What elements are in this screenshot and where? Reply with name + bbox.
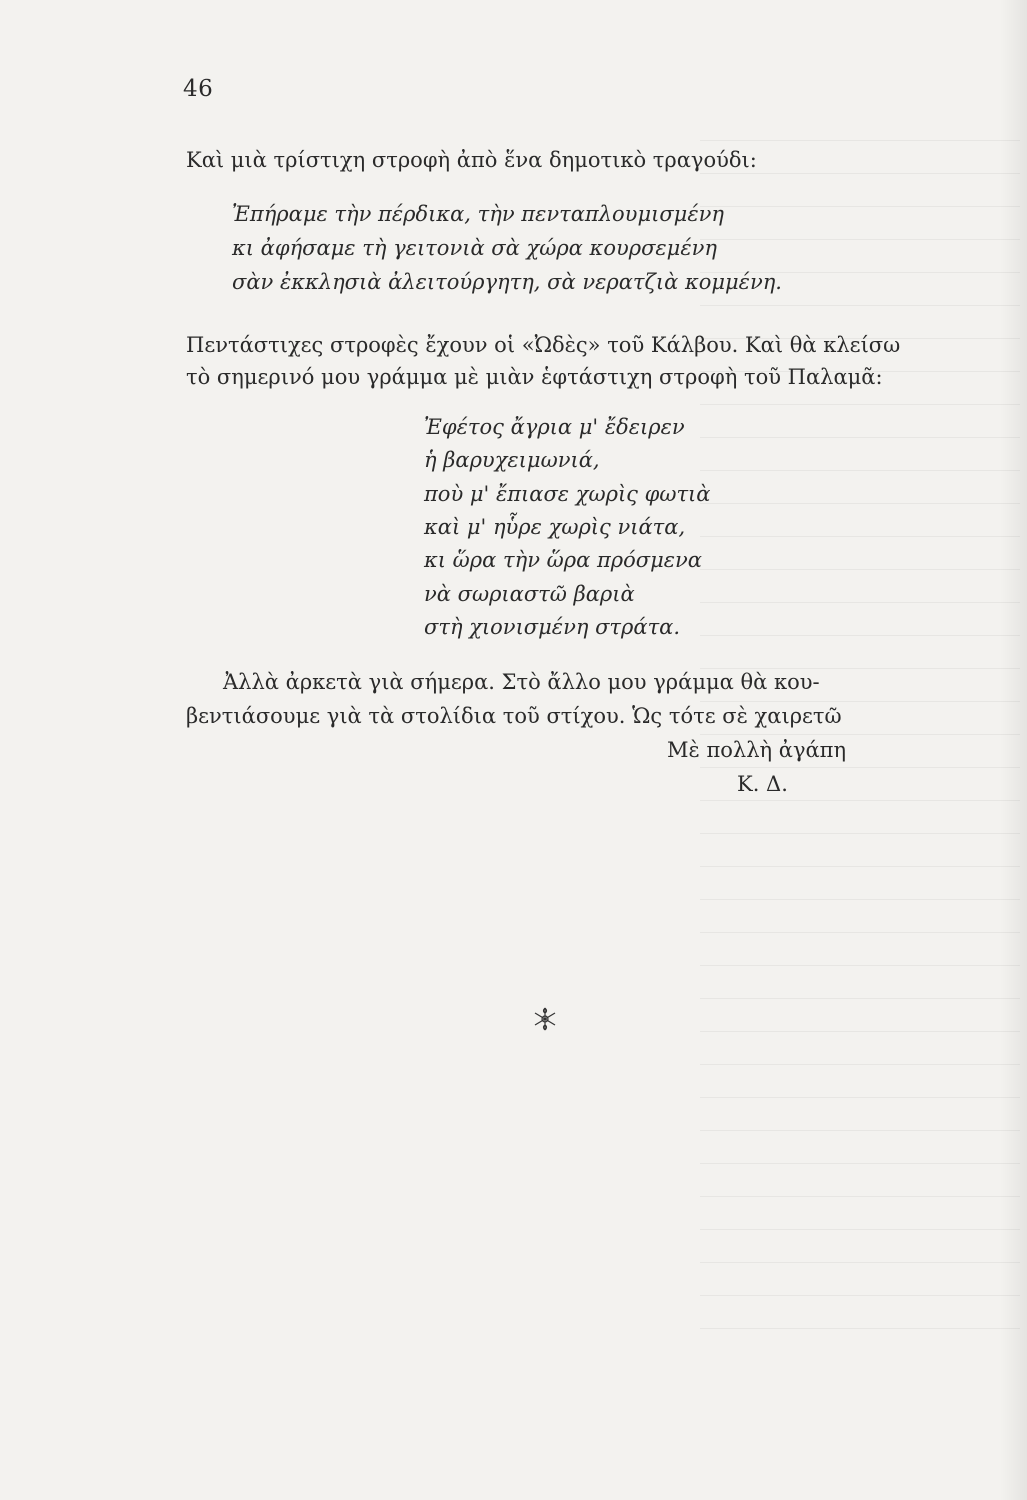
paragraph-3-line-2: βεντιάσουμε γιὰ τὰ στολίδια τοῦ στίχου. Ὡς τότε σὲ χαιρετῶ	[186, 704, 842, 728]
palamas-verse-line-2: ἡ βαρυχειμωνιά,	[424, 448, 600, 472]
folk-verse-line-3: σὰν ἐκκλησιὰ ἀλειτούργητη, σὰ νερατζιὰ κομμένη.	[232, 270, 782, 294]
palamas-verse-line-7: στὴ χιονισμένη στράτα.	[424, 615, 681, 639]
palamas-verse-line-3: ποὺ μ' ἔπιασε χωρὶς φωτιὰ	[424, 482, 711, 506]
palamas-verse-line-5: κι ὥρα τὴν ὥρα πρόσμενα	[424, 548, 702, 572]
folk-verse-line-1: Ἐπήραμε τὴν πέρδικα, τὴν πενταπλουμισμένη	[232, 202, 724, 226]
intro-line: Καὶ μιὰ τρίστιχη στροφὴ ἀπὸ ἕνα δημοτικὸ τραγούδι:	[186, 148, 757, 172]
palamas-verse-line-4: καὶ μ' ηὗρε χωρὶς νιάτα,	[424, 515, 686, 539]
signature-initials: Κ. Δ.	[737, 772, 788, 796]
paragraph-2-line-1: Πεντάστιχες στροφὲς ἔχουν οἱ «Ὠδὲς» τοῦ Κάλβου. Καὶ θὰ κλείσω	[186, 333, 901, 357]
paragraph-3-line-1: Ἀλλὰ ἀρκετὰ γιὰ σήμερα. Στὸ ἄλλο μου γράμμα θὰ κου-	[223, 670, 820, 694]
page-number: 46	[183, 76, 214, 102]
folk-verse-line-2: κι ἀφήσαμε τὴ γειτονιὰ σὰ χώρα κουρσεμένη	[232, 236, 717, 260]
floral-ornament-icon	[531, 1005, 559, 1033]
palamas-verse-line-1: Ἐφέτος ἄγρια μ' ἔδειρεν	[424, 415, 685, 439]
closing-salutation: Μὲ πολλὴ ἀγάπη	[667, 738, 847, 762]
palamas-verse-line-6: νὰ σωριαστῶ βαριὰ	[424, 582, 635, 606]
paragraph-2-line-2: τὸ σημερινό μου γράμμα μὲ μιὰν ἑφτάστιχη στροφὴ τοῦ Παλαμᾶ:	[186, 365, 883, 389]
